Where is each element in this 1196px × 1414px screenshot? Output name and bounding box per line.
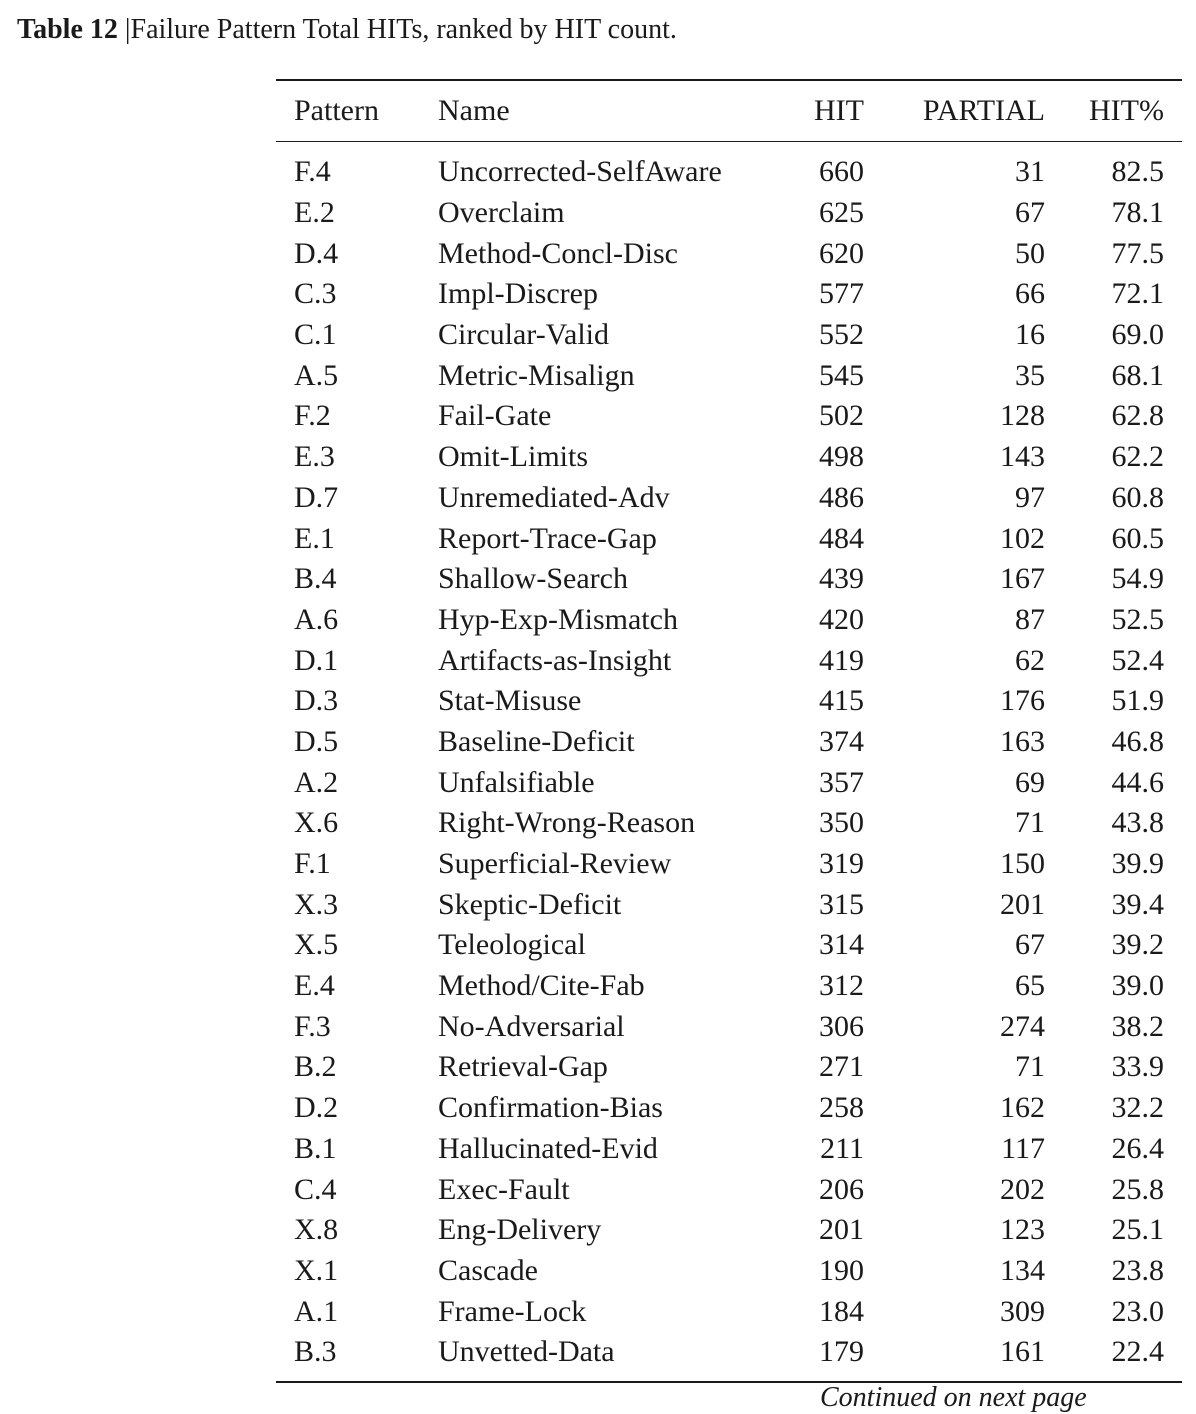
cell-name: Report-Trace-Gap [438, 521, 657, 555]
cell-name: Fail-Gate [438, 399, 552, 433]
cell-hit: 420 [819, 602, 864, 636]
table-row [276, 1088, 1182, 1129]
cell-pattern: A.1 [294, 1294, 339, 1328]
cell-hit: 190 [819, 1253, 864, 1287]
cell-hit: 179 [819, 1335, 864, 1369]
header-partial: PARTIAL [922, 94, 1045, 127]
cell-name: Right-Wrong-Reason [438, 806, 696, 840]
header-hit: HIT [814, 94, 864, 127]
cell-hit: 486 [819, 480, 864, 514]
cell-partial: 87 [1015, 602, 1045, 636]
table-row [276, 722, 1182, 763]
cell-name: Unremediated-Adv [438, 480, 670, 514]
cell-name: Stat-Misuse [438, 684, 582, 718]
cell-hit-percent: 46.8 [1111, 724, 1164, 758]
cell-hit: 319 [819, 847, 864, 881]
cell-partial: 62 [1015, 643, 1045, 677]
cell-name: Overclaim [438, 196, 565, 230]
table-body [276, 142, 1182, 1382]
header-hit-percent: HIT% [1089, 94, 1164, 127]
caption-label: Table 12 [17, 14, 118, 45]
cell-partial: 309 [1000, 1294, 1045, 1328]
cell-hit: 306 [819, 1009, 864, 1043]
cell-partial: 134 [1000, 1253, 1045, 1287]
cell-name: Omit-Limits [438, 440, 588, 474]
table-row [276, 478, 1182, 519]
data-table [276, 79, 1182, 1383]
cell-hit: 315 [819, 887, 864, 921]
cell-name: Exec-Fault [438, 1172, 570, 1206]
cell-hit-percent: 38.2 [1111, 1009, 1164, 1043]
cell-partial: 202 [1000, 1172, 1045, 1206]
cell-name: Method-Concl-Disc [438, 236, 678, 270]
table-row [276, 233, 1182, 274]
cell-partial: 123 [1000, 1213, 1045, 1247]
table-row [276, 518, 1182, 559]
cell-partial: 67 [1015, 928, 1045, 962]
table-row [276, 762, 1182, 803]
cell-pattern: B.4 [294, 562, 337, 596]
caption-separator: | [117, 14, 131, 45]
cell-partial: 162 [1000, 1091, 1045, 1125]
cell-hit-percent: 43.8 [1111, 806, 1164, 840]
cell-hit-percent: 54.9 [1111, 562, 1164, 596]
table-row [276, 315, 1182, 356]
cell-partial: 167 [1000, 562, 1045, 596]
cell-pattern: X.8 [294, 1213, 339, 1247]
cell-partial: 71 [1015, 1050, 1045, 1084]
cell-pattern: F.1 [294, 847, 331, 881]
cell-hit: 206 [819, 1172, 864, 1206]
cell-name: Metric-Misalign [438, 358, 635, 392]
table-caption [17, 12, 677, 48]
cell-partial: 67 [1015, 196, 1045, 230]
cell-name: Skeptic-Deficit [438, 887, 622, 921]
cell-hit-percent: 25.1 [1111, 1213, 1164, 1247]
caption-text: Failure Pattern Total HITs, ranked by HIT count. [130, 14, 677, 45]
cell-partial: 35 [1015, 358, 1045, 392]
table-row [276, 1169, 1182, 1210]
cell-hit-percent: 68.1 [1111, 358, 1164, 392]
cell-name: Frame-Lock [438, 1294, 587, 1328]
continued-note: Continued on next page [820, 1382, 1087, 1413]
cell-hit-percent: 25.8 [1111, 1172, 1164, 1206]
cell-pattern: C.4 [294, 1172, 337, 1206]
cell-partial: 274 [1000, 1009, 1045, 1043]
table-header-row [276, 80, 1182, 142]
cell-partial: 50 [1015, 236, 1045, 270]
header-pattern: Pattern [294, 94, 379, 127]
cell-hit-percent: 44.6 [1111, 765, 1164, 799]
cell-hit: 415 [819, 684, 864, 718]
cell-hit-percent: 72.1 [1111, 277, 1164, 311]
table-row [276, 274, 1182, 315]
table-row [276, 925, 1182, 966]
cell-hit-percent: 23.0 [1111, 1294, 1164, 1328]
cell-hit-percent: 39.0 [1111, 969, 1164, 1003]
cell-hit: 357 [819, 765, 864, 799]
cell-pattern: F.2 [294, 399, 331, 433]
cell-pattern: X.3 [294, 887, 339, 921]
table-row [276, 640, 1182, 681]
cell-pattern: X.5 [294, 928, 339, 962]
cell-partial: 163 [1000, 724, 1045, 758]
cell-pattern: D.4 [294, 236, 339, 270]
cell-pattern: X.1 [294, 1253, 339, 1287]
cell-partial: 66 [1015, 277, 1045, 311]
cell-hit: 502 [819, 399, 864, 433]
table-row [276, 1210, 1182, 1251]
cell-pattern: D.3 [294, 684, 339, 718]
table-row [276, 355, 1182, 396]
cell-hit-percent: 60.8 [1111, 480, 1164, 514]
cell-partial: 69 [1015, 765, 1045, 799]
cell-hit-percent: 52.4 [1111, 643, 1164, 677]
cell-hit-percent: 52.5 [1111, 602, 1164, 636]
table-row [276, 681, 1182, 722]
cell-name: Impl-Discrep [438, 277, 598, 311]
table-row [276, 142, 1182, 193]
cell-partial: 176 [1000, 684, 1045, 718]
table-row [276, 1006, 1182, 1047]
cell-hit-percent: 33.9 [1111, 1050, 1164, 1084]
cell-pattern: A.6 [294, 602, 339, 636]
cell-hit: 201 [819, 1213, 864, 1247]
cell-name: Eng-Delivery [438, 1213, 602, 1247]
cell-pattern: B.1 [294, 1131, 337, 1165]
cell-name: Method/Cite-Fab [438, 969, 645, 1003]
table-row [276, 803, 1182, 844]
table-row [276, 1291, 1182, 1332]
cell-hit-percent: 77.5 [1111, 236, 1164, 270]
cell-name: Uncorrected-SelfAware [438, 155, 722, 189]
table-row [276, 437, 1182, 478]
cell-hit: 625 [819, 196, 864, 230]
cell-pattern: E.3 [294, 440, 335, 474]
table-row [276, 884, 1182, 925]
cell-name: Shallow-Search [438, 562, 628, 596]
table-row [276, 396, 1182, 437]
cell-partial: 65 [1015, 969, 1045, 1003]
cell-hit: 271 [819, 1050, 864, 1084]
cell-partial: 31 [1015, 155, 1045, 189]
header-name: Name [438, 94, 510, 127]
cell-hit: 374 [819, 724, 864, 758]
table-row [276, 559, 1182, 600]
cell-pattern: E.1 [294, 521, 335, 555]
cell-hit-percent: 22.4 [1111, 1335, 1164, 1369]
cell-name: Circular-Valid [438, 318, 610, 352]
cell-name: Superficial-Review [438, 847, 672, 881]
cell-pattern: B.2 [294, 1050, 337, 1084]
cell-name: Confirmation-Bias [438, 1091, 663, 1125]
cell-partial: 150 [1000, 847, 1045, 881]
cell-hit: 184 [819, 1294, 864, 1328]
cell-hit: 314 [819, 928, 864, 962]
cell-hit: 312 [819, 969, 864, 1003]
cell-hit: 350 [819, 806, 864, 840]
cell-pattern: X.6 [294, 806, 339, 840]
cell-hit-percent: 62.8 [1111, 399, 1164, 433]
cell-pattern: C.3 [294, 277, 337, 311]
cell-pattern: D.7 [294, 480, 339, 514]
cell-hit: 577 [819, 277, 864, 311]
cell-hit-percent: 60.5 [1111, 521, 1164, 555]
cell-hit-percent: 23.8 [1111, 1253, 1164, 1287]
cell-pattern: A.2 [294, 765, 339, 799]
cell-hit-percent: 32.2 [1111, 1091, 1164, 1125]
cell-pattern: C.1 [294, 318, 337, 352]
cell-hit: 258 [819, 1091, 864, 1125]
cell-partial: 71 [1015, 806, 1045, 840]
cell-hit-percent: 78.1 [1111, 196, 1164, 230]
cell-partial: 97 [1015, 480, 1045, 514]
cell-hit: 620 [819, 236, 864, 270]
cell-pattern: E.2 [294, 196, 335, 230]
cell-hit: 211 [820, 1131, 864, 1165]
cell-hit: 439 [819, 562, 864, 596]
table-row [276, 1332, 1182, 1382]
table-row [276, 966, 1182, 1007]
cell-partial: 143 [1000, 440, 1045, 474]
cell-hit: 545 [819, 358, 864, 392]
cell-hit-percent: 39.4 [1111, 887, 1164, 921]
cell-hit-percent: 39.9 [1111, 847, 1164, 881]
table-row [276, 1251, 1182, 1292]
cell-pattern: D.5 [294, 724, 339, 758]
cell-name: Teleological [438, 928, 586, 962]
cell-pattern: D.1 [294, 643, 339, 677]
cell-hit-percent: 82.5 [1111, 155, 1164, 189]
cell-pattern: E.4 [294, 969, 335, 1003]
cell-hit-percent: 39.2 [1111, 928, 1164, 962]
cell-hit-percent: 69.0 [1111, 318, 1164, 352]
cell-partial: 16 [1015, 318, 1045, 352]
cell-hit: 552 [819, 318, 864, 352]
cell-hit: 660 [819, 155, 864, 189]
cell-name: Baseline-Deficit [438, 724, 635, 758]
cell-name: Hallucinated-Evid [438, 1131, 658, 1165]
cell-hit: 419 [819, 643, 864, 677]
table-row [276, 844, 1182, 885]
cell-partial: 161 [1000, 1335, 1045, 1369]
cell-pattern: F.4 [294, 155, 331, 189]
table-row [276, 193, 1182, 234]
failure-pattern-table [276, 79, 1182, 1383]
cell-name: Unfalsifiable [438, 765, 595, 799]
cell-name: Artifacts-as-Insight [438, 643, 672, 677]
cell-pattern: A.5 [294, 358, 339, 392]
cell-hit-percent: 62.2 [1111, 440, 1164, 474]
cell-name: Unvetted-Data [438, 1335, 615, 1369]
cell-hit: 498 [819, 440, 864, 474]
table-row [276, 1129, 1182, 1170]
cell-pattern: D.2 [294, 1091, 339, 1125]
cell-partial: 117 [1001, 1131, 1045, 1165]
cell-partial: 102 [1000, 521, 1045, 555]
table-row [276, 600, 1182, 641]
cell-name: Cascade [438, 1253, 538, 1287]
cell-hit-percent: 51.9 [1111, 684, 1164, 718]
cell-partial: 128 [1000, 399, 1045, 433]
table-row [276, 1047, 1182, 1088]
cell-pattern: F.3 [294, 1009, 331, 1043]
cell-name: Retrieval-Gap [438, 1050, 608, 1084]
cell-partial: 201 [1000, 887, 1045, 921]
cell-pattern: B.3 [294, 1335, 337, 1369]
cell-name: Hyp-Exp-Mismatch [438, 602, 678, 636]
cell-hit-percent: 26.4 [1111, 1131, 1164, 1165]
cell-name: No-Adversarial [438, 1009, 625, 1043]
cell-hit: 484 [819, 521, 864, 555]
